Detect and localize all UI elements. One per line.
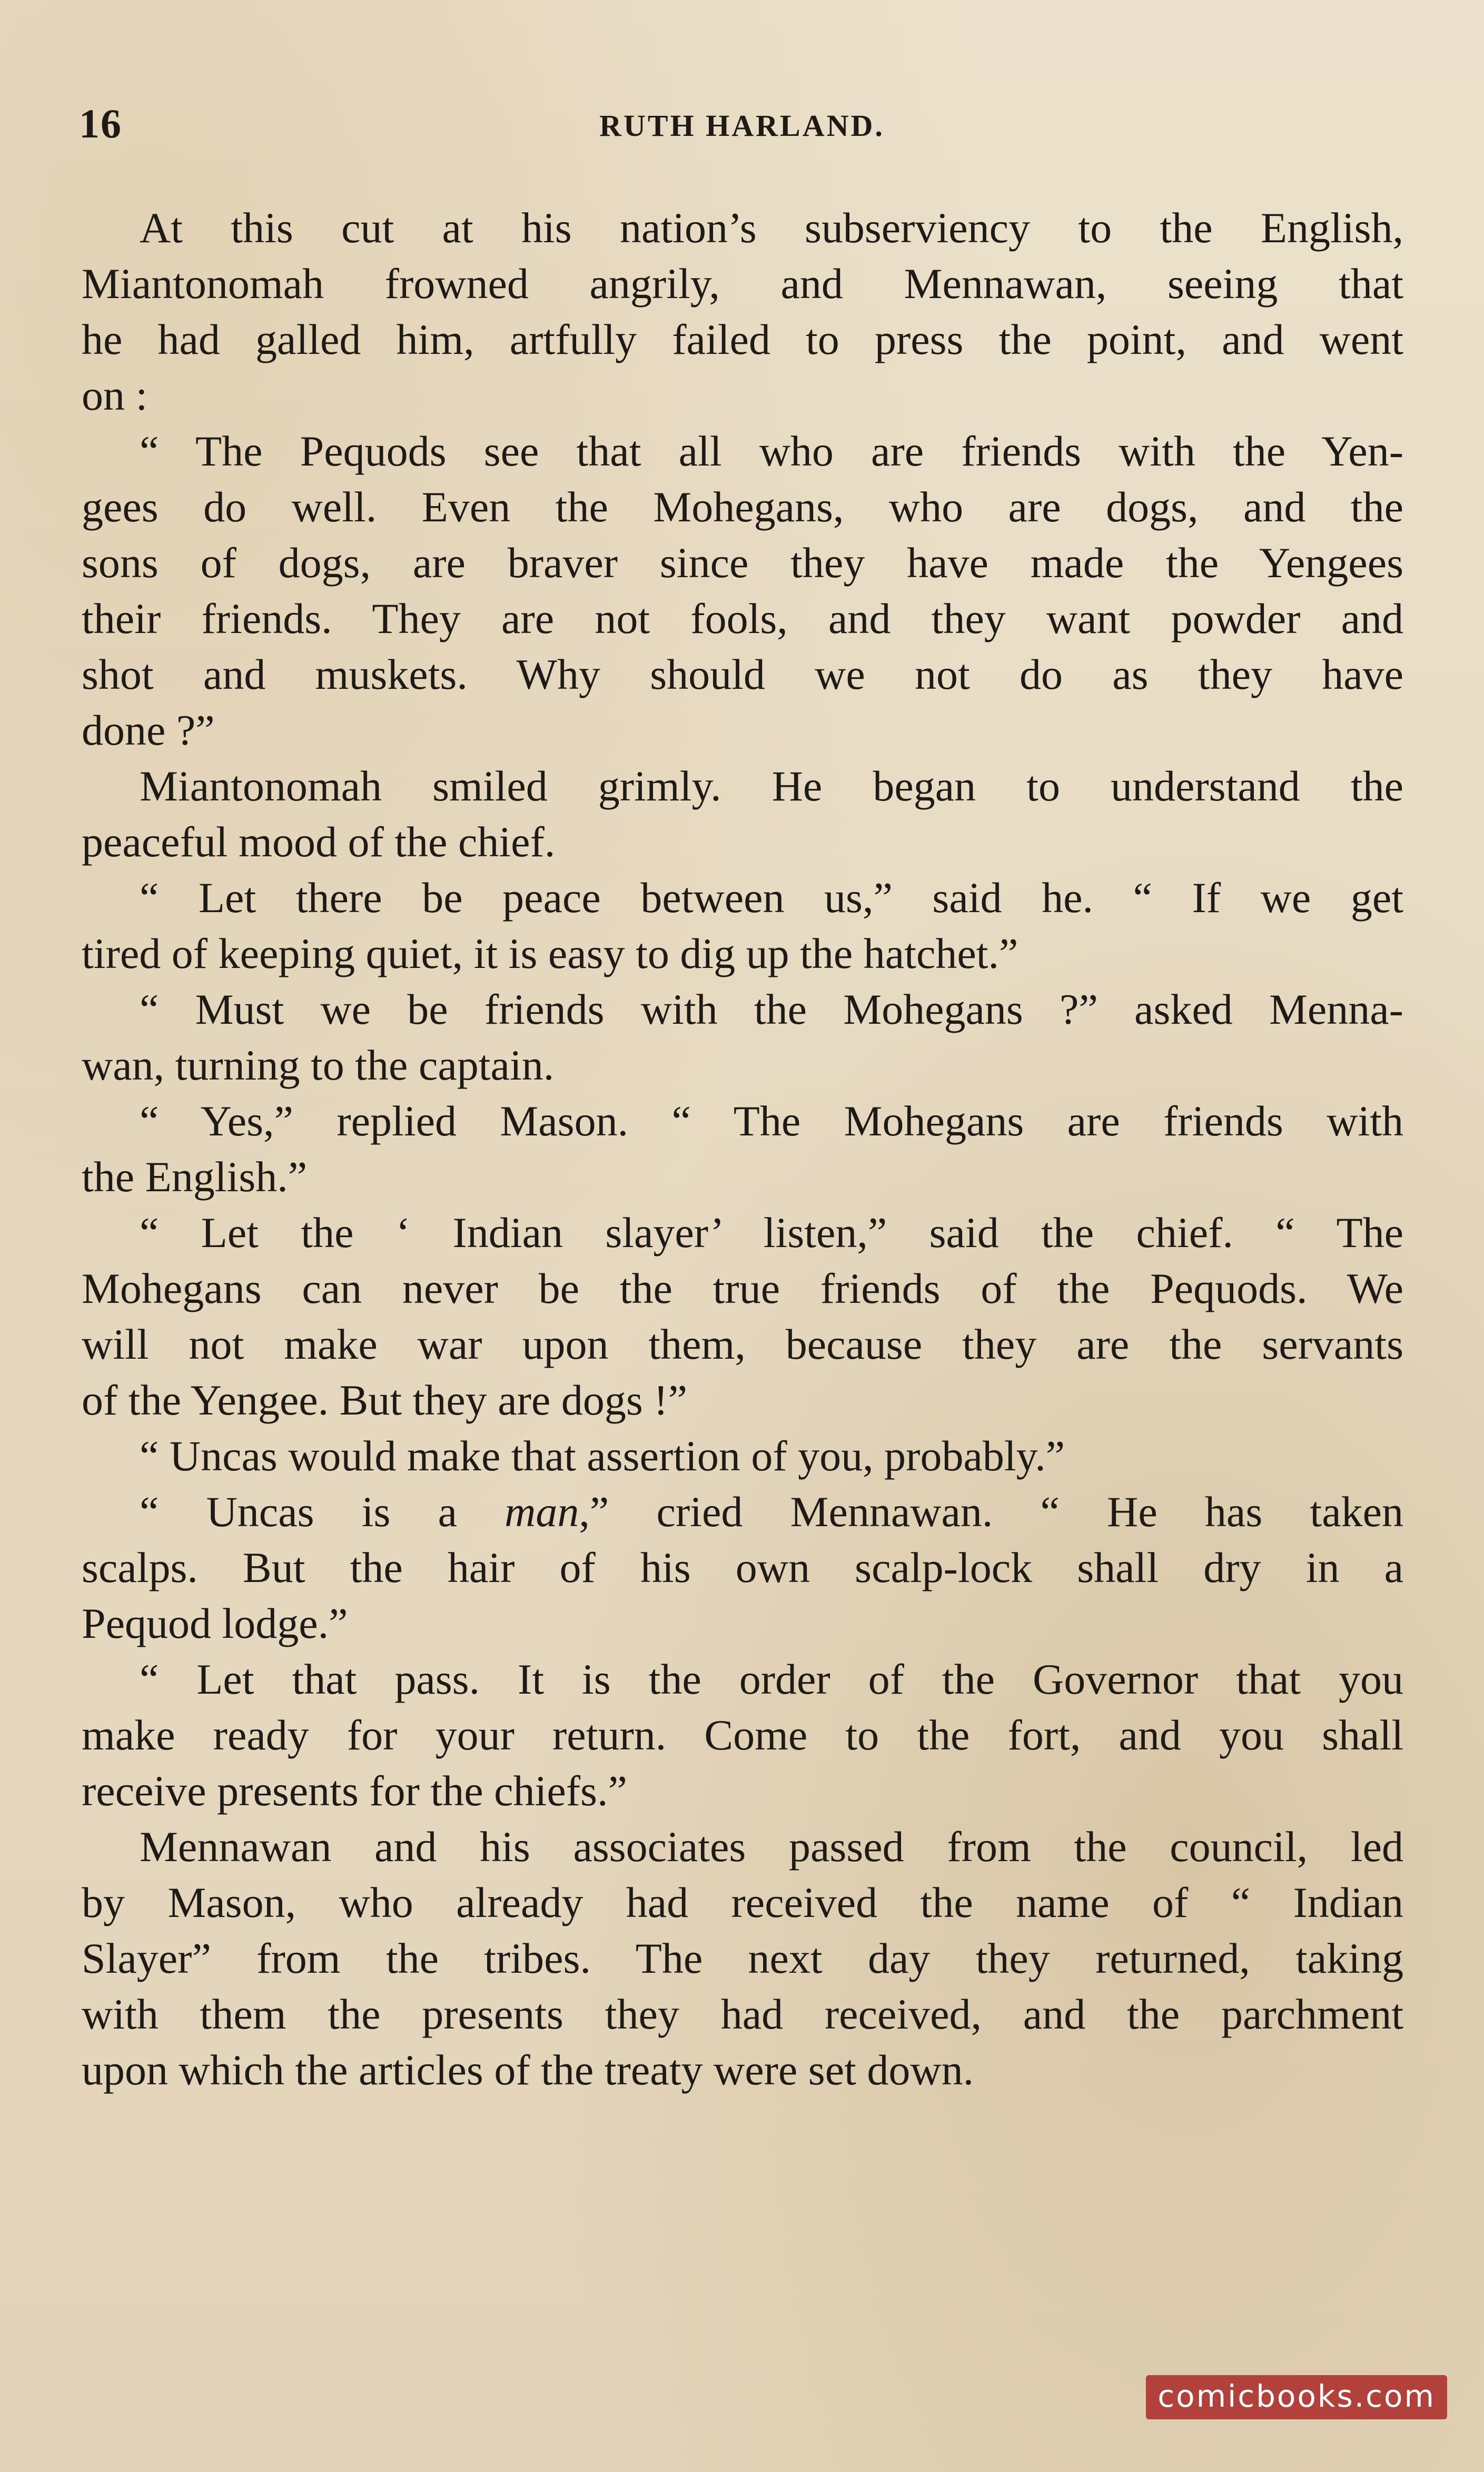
text-line: Slayer” from the tribes. The next day they returned, taking [82, 1934, 1403, 1982]
text-line: wan, turning to the captain. [82, 1041, 555, 1089]
running-title: RUTH HARLAND. [599, 108, 885, 143]
text-line: “ The Pequods see that all who are friends with the Yen- [140, 427, 1403, 475]
page-text [82, 200, 1403, 2098]
text-line: by Mason, who already had received the name of “ Indian [82, 1878, 1403, 1926]
paragraph [82, 870, 1403, 982]
paragraph [82, 1652, 1403, 1819]
text-line: make ready for your return. Come to the fort, and you shall [82, 1711, 1403, 1759]
text-line: will not make war upon them, because they are the servants [82, 1320, 1403, 1368]
paragraph [82, 1428, 1403, 1484]
text-line: he had galled him, artfully failed to press the point, and went [82, 315, 1403, 363]
text-line: of the Yengee. But they are dogs !” [82, 1376, 688, 1424]
text-line: Mohegans can never be the true friends of the Pequods. We [82, 1264, 1403, 1312]
text-line: with them the presents they had received, and the parchment [82, 1990, 1403, 2038]
text-line: Miantonomah smiled grimly. He began to understand the [140, 762, 1403, 810]
paragraph [82, 1205, 1403, 1428]
paragraph [82, 200, 1403, 423]
paragraph [82, 982, 1403, 1093]
page-number: 16 [79, 101, 122, 146]
text-line: At this cut at his nation’s subserviency to the English, [140, 204, 1403, 252]
text-line: peaceful mood of the chief. [82, 818, 556, 866]
text-line: “ Yes,” replied Mason. “ The Mohegans are friends with [140, 1097, 1403, 1145]
text-line: receive presents for the chiefs.” [82, 1767, 627, 1815]
text-line: “ Let that pass. It is the order of the Governor that you [140, 1655, 1403, 1703]
text-line: Miantonomah frowned angrily, and Mennawan, seeing that [82, 260, 1403, 308]
text-line: “ Let the ‘ Indian slayer’ listen,” said the chief. “ The [140, 1209, 1403, 1257]
text-line: the English.” [82, 1153, 308, 1201]
text-line: “ Uncas is a man,” cried Mennawan. “ He has taken [140, 1488, 1404, 1536]
text-line: upon which the articles of the treaty were set down. [82, 2046, 974, 2094]
text-line: sons of dogs, are braver since they have made the Yengees [82, 539, 1403, 587]
watermark-logo: comicbooks.com [1146, 2375, 1447, 2419]
text-line: Pequod lodge.” [82, 1599, 348, 1647]
text-line: done ?” [82, 706, 215, 754]
paragraph [82, 1819, 1403, 2098]
text-line: Mennawan and his associates passed from the council, led [140, 1823, 1403, 1871]
text-line: gees do well. Even the Mohegans, who are dogs, and the [82, 483, 1403, 531]
text-line: shot and muskets. Why should we not do as they have [82, 650, 1403, 698]
text-line: scalps. But the hair of his own scalp-lock shall dry in a [82, 1544, 1403, 1591]
paragraph [82, 1484, 1403, 1652]
text-line: “ Let there be peace between us,” said he. “ If we get [140, 874, 1403, 922]
text-line: tired of keeping quiet, it is easy to dig up the hatchet.” [82, 930, 1018, 977]
paragraph [82, 423, 1403, 758]
text-line: “ Must we be friends with the Mohegans ?” asked Menna- [140, 985, 1403, 1033]
paragraph [82, 758, 1403, 870]
text-line: “ Uncas would make that assertion of you, probably.” [140, 1432, 1065, 1480]
paragraph [82, 1093, 1403, 1205]
text-line: on : [82, 371, 148, 419]
text-line: their friends. They are not fools, and they want powder and [82, 595, 1403, 642]
